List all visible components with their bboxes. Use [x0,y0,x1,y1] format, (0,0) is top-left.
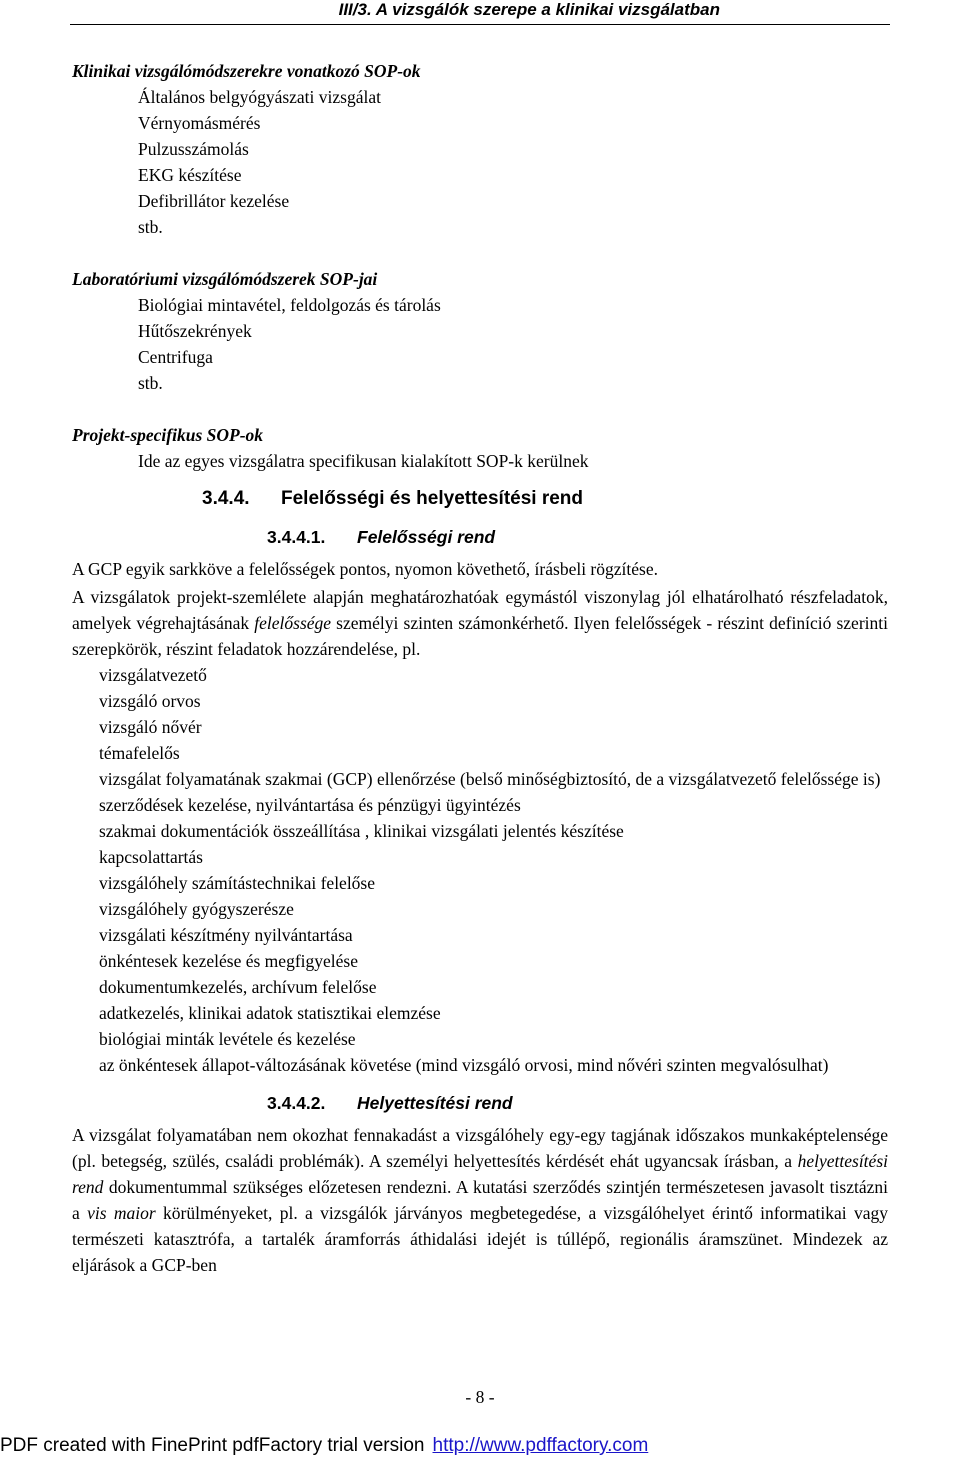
list-item: szakmai dokumentációk összeállítása , klinikai vizsgálati jelentés készítése [99,821,624,841]
heading-number: 3.4.4. [202,488,250,509]
paragraph-substitution: A vizsgálat folyamatában nem okozhat fennakadást a vizsgálóhely egy-egy tagjának időszakos munkaképtelensége (pl. betegség, szülés, családi problémák). A személyi helyettesítés kérdését ehát ugyancsak írásban, a helyettesítési rend dokumentummal szükséges előzetesen rendezni. A kutatási szerződés szintjén természetesen javasolt tisztázni a vis maior körülményeket, pl. a vizsgálók járványos megbetegedése, a vizsgálóhelyet érintő informatikai vagy természeti katasztrófa, a tartalék áramforrás áthidalási idejét is túllépő, regionális áramszünet. Mindezek az eljárások a GCP-ben [72,1125,888,1275]
list-item: szerződések kezelése, nyilvántartása és pénzügyi ügyintézés [99,795,521,815]
list-item: vizsgálóhely számítástechnikai felelőse [99,873,376,893]
list-item: Defibrillátor kezelése [138,191,290,211]
list-item: vizsgáló nővér [99,717,202,737]
list-item: biológiai minták levétele és kezelése [99,1029,356,1049]
list-item: stb. [138,373,163,393]
section-title-lab: Laboratóriumi vizsgálómódszerek SOP-jai [72,269,378,289]
page-body [72,58,888,1278]
list-item: dokumentumkezelés, archívum felelőse [99,977,377,997]
list-item: Általános belgyógyászati vizsgálat [138,87,381,107]
responsibility-list [72,662,888,1078]
section-title-clinical: Klinikai vizsgálómódszerekre vonatkozó SOP-ok [72,61,421,81]
list-item: Hűtőszekrények [138,321,252,341]
list-item: vizsgáló orvos [99,691,201,711]
section-title-project: Projekt-specifikus SOP-ok [72,425,264,445]
list-item: vizsgálóhely gyógyszerésze [99,899,294,919]
header-rule [70,24,890,25]
list-item: Vérnyomásmérés [138,113,261,133]
list-item: adatkezelés, klinikai adatok statisztikai elemzése [99,1003,441,1023]
list-item: EKG készítése [138,165,242,185]
list-item: vizsgálat folyamatának szakmai (GCP) ellenőrzése (belső minőségbiztosító, de a vizsgálatvezető felelőssége is) [99,769,881,789]
pdf-footer [0,1432,960,1460]
heading-number: 3.4.4.2. [267,1093,326,1113]
running-header: III/3. A vizsgálók szerepe a klinikai vizsgálatban [338,0,720,19]
heading-text: Helyettesítési rend [357,1093,513,1113]
emphasis: helyettesítési rend [72,1151,888,1197]
list-item: témafelelős [99,743,180,763]
list-item: az önkéntesek állapot-változásának követése (mind vizsgáló orvosi, mind nővéri szinten megvalósulhat) [99,1055,829,1075]
footer-link[interactable]: http://www.pdffactory.com [432,1435,649,1456]
list-item: vizsgálati készítmény nyilvántartása [99,925,353,945]
list-item: Biológiai mintavétel, feldolgozás és tárolás [138,295,441,315]
list-item: stb. [138,217,163,237]
heading-3-4-4 [202,486,888,512]
heading-number: 3.4.4.1. [267,527,326,547]
list-item: kapcsolattartás [99,847,203,867]
heading-text: Felelősségi és helyettesítési rend [281,488,584,509]
page-number: - 8 - [465,1387,495,1407]
heading-3-4-4-2 [267,1090,888,1116]
emphasis: vis maior [87,1203,156,1223]
footer-text: PDF created with FinePrint pdfFactory trial version [0,1435,425,1456]
list-item: vizsgálatvezető [99,665,207,685]
paragraph-gcp: A GCP egyik sarkköve a felelősségek pontos, nyomon követhető, írásbeli rögzítése. [72,559,658,579]
list-item: Ide az egyes vizsgálatra specifikusan kialakított SOP-k kerülnek [138,451,589,471]
emphasis: felelőssége [254,613,332,633]
list-item: Centrifuga [138,347,213,367]
list-item: önkéntesek kezelése és megfigyelése [99,951,358,971]
heading-3-4-4-1 [267,524,888,550]
list-item: Pulzusszámolás [138,139,249,159]
heading-text: Felelősségi rend [357,527,496,547]
paragraph-project-view: A vizsgálatok projekt-szemlélete alapján meghatározhatóak egymástól viszonylag jól elhatárolható részfeladatok, amelyek végrehajtásának felelőssége személyi szinten számonkérhető. Ilyen felelősségek - részint definíció szerinti szerepkörök, részint feladatok hozzárendelése, pl. [72,587,888,659]
